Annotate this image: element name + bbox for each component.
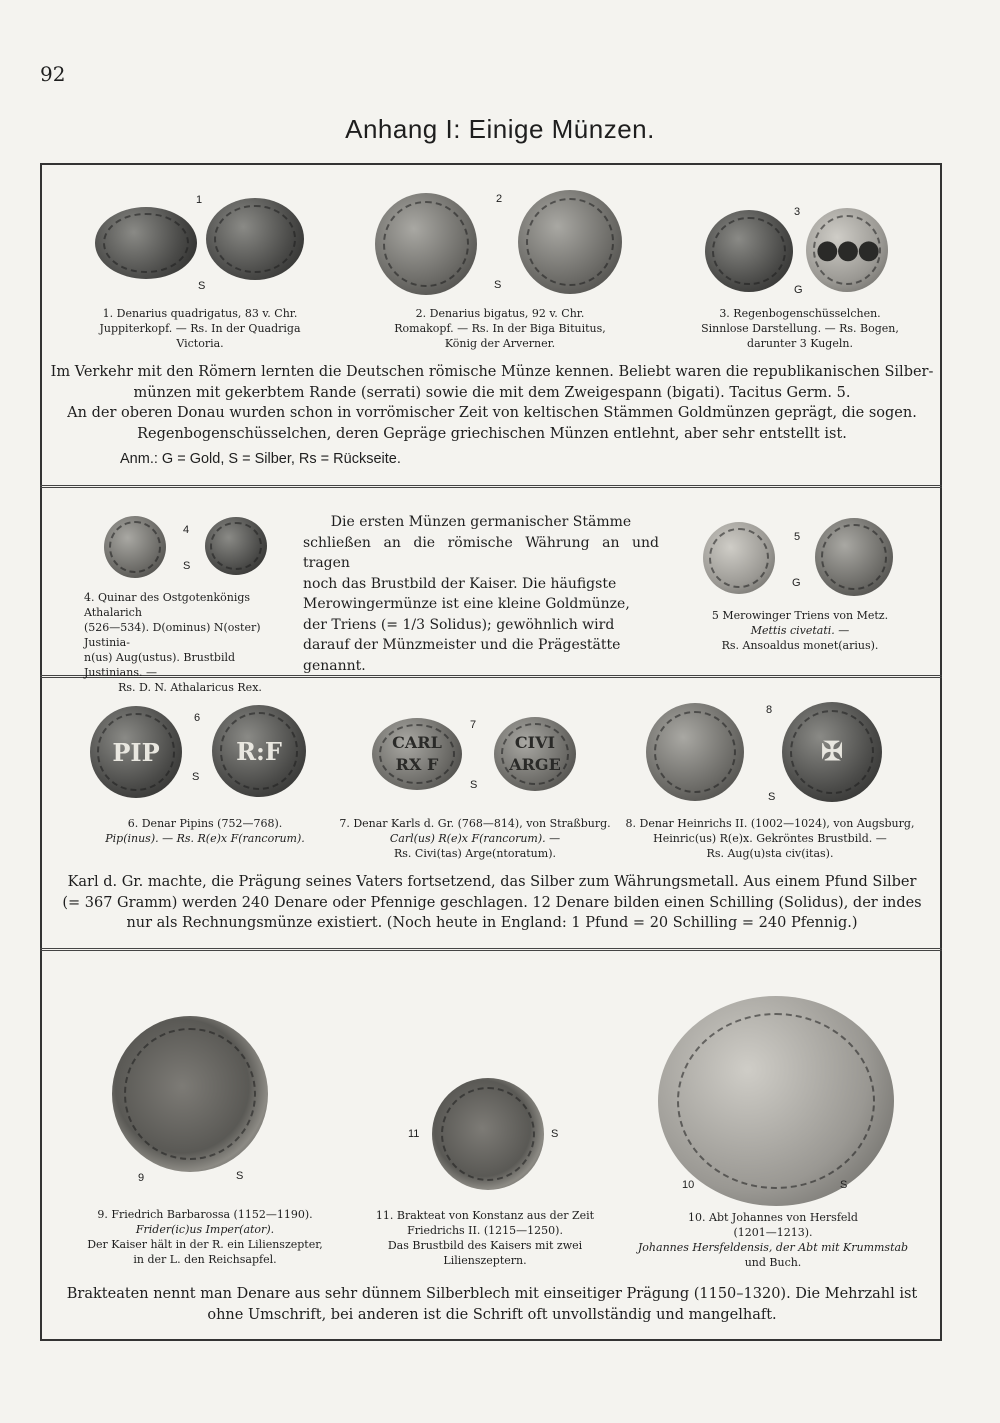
caption-line: Victoria. [176,337,224,350]
coin-9-metal: S [236,1170,244,1182]
coin-4-obverse [104,516,166,578]
caption-line: Lilienszeptern. [443,1254,527,1267]
caption-line: 9. Friedrich Barbarossa (1152—1190). [97,1208,313,1221]
paragraph-line: (= 367 Gramm) werden 240 Denare oder Pfennige geschlagen. 12 Denare bilden einen Schilling (Solidus), der indes [62,894,922,911]
coin-2-metal: S [494,279,502,291]
caption-line: Rs. Aug(u)sta civ(itas). [706,847,834,860]
paragraph-line: Karl d. Gr. machte, die Prägung seines Vaters fortsetzend, das Silber zum Währungsmetall. Aus einem Pfund Silber [67,874,917,890]
caption-line: Romakopf. — Rs. In der Biga Bituitus, [394,322,606,335]
coin-11-bracteate [432,1078,544,1190]
section-2-text [303,512,659,676]
coin-3-obverse [705,210,793,292]
coin-1-number: 1 [196,194,203,206]
coin-8-reverse [782,702,882,802]
coin-9-bracteate [112,1016,268,1172]
coin-3-metal: G [794,284,803,296]
carlus-inscription-icon: CARL RX F [392,733,442,774]
caption-line: Carl(us) R(e)x F(rancorum). — [389,832,561,845]
caption-line: Friedrichs II. (1215—1250). [407,1224,563,1237]
page-title: Anhang I: Einige Münzen. [345,114,655,144]
caption-line: darunter 3 Kugeln. [747,337,853,350]
coin-9-number: 9 [138,1172,145,1184]
caption-coin-8 [620,816,920,861]
section-4-text [50,1284,934,1325]
caption-coin-6 [90,816,320,846]
caption-line: Juppiterkopf. — Rs. In der Quadriga [99,322,301,335]
paragraph-line: münzen mit gekerbtem Rande (serrati) sowie die mit dem Zweigespann (bigati). Tacitus Germ. 5. [133,384,851,401]
coin-5-number: 5 [794,531,801,543]
paragraph-line: ohne Umschrift, bei anderen ist die Schrift oft unvollständig und mangelhaft. [207,1306,777,1323]
caption-coin-9 [70,1207,340,1267]
caption-coin-11 [360,1208,610,1268]
coin-8-metal: S [768,791,776,803]
pipin-monogram-icon: PIP [112,737,160,767]
coin-1-obverse [95,207,197,279]
cross-icon: ✠ [821,737,843,767]
coin-4-reverse [205,517,267,575]
paragraph-line: schließen an die römische Währung an und tragen [303,534,659,571]
caption-line: 5 Merowinger Triens von Metz. [711,609,889,622]
paragraph-line: darauf der Münzmeister und die Prägestätte [303,637,621,653]
caption-coin-1 [80,306,320,351]
paragraph-line: Merowingermünze ist eine kleine Goldmünze, [303,596,630,612]
coin-2-number: 2 [496,193,503,205]
caption-line: 8. Denar Heinrichs II. (1002—1024), von Augsburg, [625,817,915,830]
caption-line: 6. Denar Pipins (752—768). [127,817,283,830]
coin-1-reverse [206,198,304,280]
caption-line: 4. Quinar des Ostgotenkönigs Athalarich [84,591,251,619]
caption-line: Rs. D. N. Athalaricus Rex. [118,681,262,694]
paragraph-line: Regenbogenschüsselchen, deren Gepräge griechischen Münzen entlehnt, aber sehr entstellt ist. [137,425,847,442]
caption-line: n(us) Aug(ustus). Brustbild Justinians. — [84,651,236,679]
coin-3-number: 3 [794,206,801,218]
caption-line: (526—534). D(ominus) N(oster) Justinia- [84,621,261,649]
caption-line: Rs. Ansoaldus monet(arius). [721,639,879,652]
coin-5-reverse [815,518,893,596]
coin-10-metal: S [840,1179,848,1191]
coin-6-number: 6 [194,712,201,724]
coin-8-number: 8 [766,704,773,716]
coin-10-number: 10 [682,1179,695,1191]
caption-coin-2 [375,306,625,351]
coin-6-reverse [212,705,306,797]
caption-line: Mettis civetati. — [750,624,850,637]
legend-note: Anm.: G = Gold, S = Silber, Rs = Rückseite. [120,451,401,467]
coin-7-reverse [494,717,576,791]
page-number: 92 [40,62,66,86]
caption-coin-4 [84,590,296,695]
caption-line: 11. Brakteat von Konstanz aus der Zeit [375,1209,595,1222]
caption-line: 3. Regenbogenschüsselchen. [719,307,881,320]
paragraph-line: An der oberen Donau wurden schon in vorrömischer Zeit von keltischen Stämmen Goldmünzen geprägt, die sogen. [67,405,917,421]
caption-line: Heinric(us) R(e)x. Gekröntes Brustbild. — [653,832,887,845]
coin-6-metal: S [192,771,200,783]
caption-line: 1. Denarius quadrigatus, 83 v. Chr. [102,307,298,320]
coin-11-metal: S [551,1128,559,1140]
section-divider-1 [40,485,942,488]
paragraph-line: Die ersten Münzen germanischer Stämme [330,514,632,530]
coin-11-number: 11 [408,1128,420,1140]
coin-7-obverse [372,718,462,790]
section-3-text [50,872,934,934]
coin-4-number: 4 [183,524,190,536]
coin-2-obverse [375,193,477,295]
coin-3-reverse [806,208,888,292]
caption-line: Frider(ic)us Imper(ator). [135,1223,275,1236]
caption-line: (1201—1213). [733,1226,813,1239]
coin-1-metal: S [198,280,206,292]
coin-5-obverse [703,522,775,594]
caption-line: Rs. Civi(tas) Arge(ntoratum). [393,847,556,860]
coin-7-metal: S [470,779,478,791]
caption-coin-5 [690,608,910,653]
caption-line: 7. Denar Karls d. Gr. (768—814), von Straßburg. [339,817,611,830]
three-pellets-icon: ●●● [815,235,879,265]
paragraph-line: nur als Rechnungsmünze existiert. (Noch heute in England: 1 Pfund = 20 Schilling = 240 Pfennig.) [126,915,858,931]
paragraph-line: der Triens (= 1/3 Solidus); gewöhnlich wird [303,616,615,633]
caption-coin-3 [680,306,920,351]
caption-line: Das Brustbild des Kaisers mit zwei [387,1239,583,1252]
coin-5-metal: G [792,577,801,589]
paragraph-line: genannt. [303,657,366,674]
paragraph-line: Brakteaten nennt man Denare aus sehr dünnem Silberblech mit einseitiger Prägung (1150–1320). Die Mehrzahl ist [66,1286,918,1302]
coin-8-obverse [646,703,744,801]
caption-line: 10. Abt Johannes von Hersfeld [688,1211,858,1224]
civi-inscription-icon: CIVI ARGE [509,733,561,774]
caption-line: 2. Denarius bigatus, 92 v. Chr. [415,307,585,320]
coin-4-metal: S [183,560,191,572]
paragraph-line: Im Verkehr mit den Römern lernten die Deutschen römische Münze kennen. Beliebt waren die republikanischen Silber- [50,364,934,380]
section-1-text [50,362,934,444]
caption-coin-7 [330,816,620,861]
caption-line: und Buch. [744,1256,802,1269]
caption-line: Pip(inus). — Rs. R(e)x F(rancorum). [105,832,305,845]
caption-line: Sinnlose Darstellung. — Rs. Bogen, [701,322,899,335]
caption-line: König der Arverner. [444,337,556,350]
caption-line: Der Kaiser hält in der R. ein Lilienszepter, [87,1238,323,1251]
paragraph-line: noch das Brustbild der Kaiser. Die häufigste [303,575,617,592]
caption-line: Johannes Hersfeldensis, der Abt mit Krummstab [637,1241,909,1254]
coin-2-reverse [518,190,622,294]
rf-monogram-icon: R:F [236,736,282,766]
coin-10-bracteate [658,996,894,1206]
caption-line: in der L. den Reichsapfel. [133,1253,277,1266]
section-divider-3 [40,948,942,951]
coin-6-obverse [90,706,182,798]
coin-7-number: 7 [470,719,477,731]
caption-coin-10 [628,1210,918,1270]
